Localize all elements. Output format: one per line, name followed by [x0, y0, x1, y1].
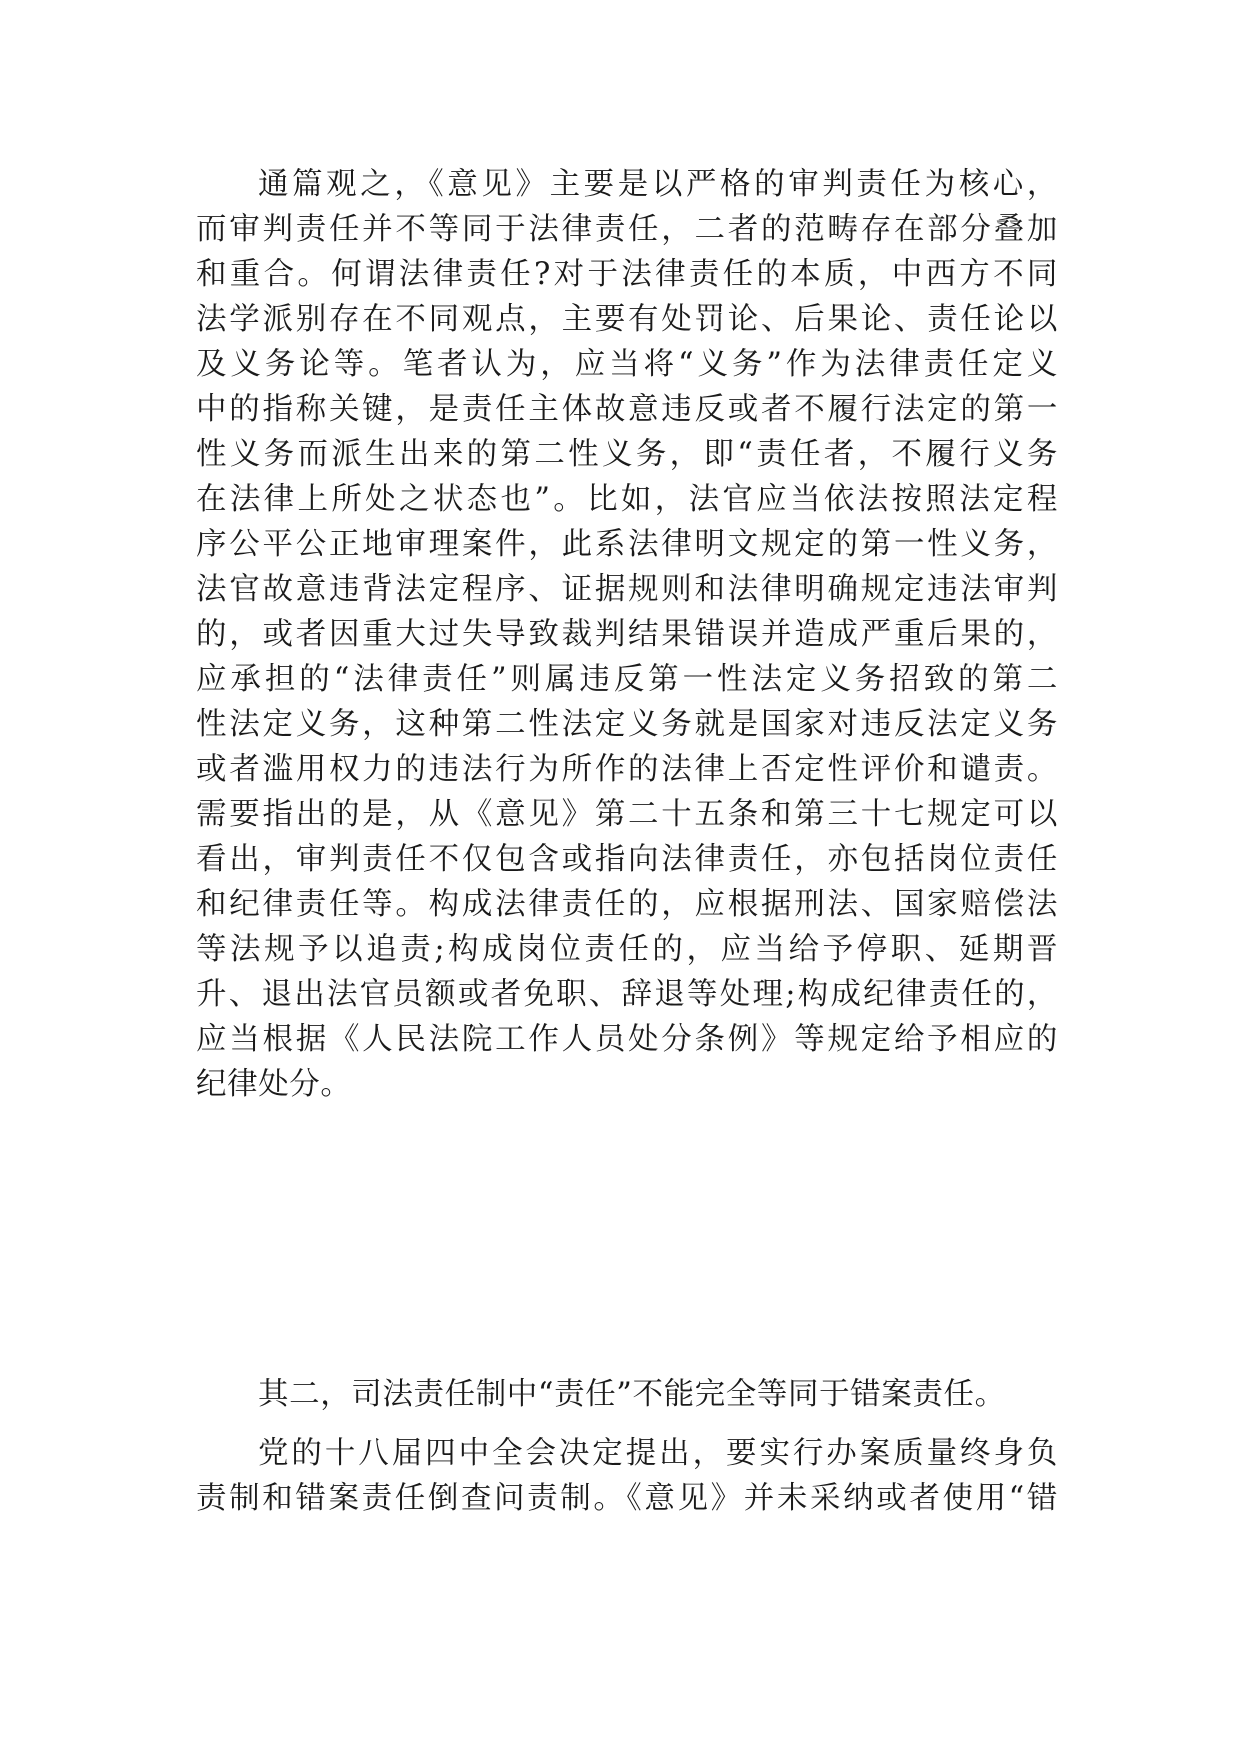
text-line: 等法规予以追责;构成岗位责任的，应当给予停职、延期晋: [196, 932, 1058, 967]
text-line: 性法定义务，这种第二性法定义务就是国家对违反法定义务: [196, 707, 1058, 742]
text-line: 中的指称关键，是责任主体故意违反或者不履行法定的第一: [196, 392, 1058, 427]
text-line: 通篇观之，《意见》主要是以严格的审判责任为核心，: [258, 167, 1058, 202]
text-line: 及义务论等。笔者认为，应当将“义务”作为法律责任定义: [196, 347, 1058, 382]
text-line: 责制和错案责任倒查问责制。《意见》并未采纳或者使用“错: [196, 1481, 1058, 1516]
text-line: 应当根据《人民法院工作人员处分条例》等规定给予相应的: [196, 1022, 1058, 1057]
text-line: 法官故意违背法定程序、证据规则和法律明确规定违法审判: [196, 572, 1058, 607]
text-line: 或者滥用权力的违法行为所作的法律上否定性评价和谴责。: [196, 752, 1058, 787]
text-line: 和纪律责任等。构成法律责任的，应根据刑法、国家赔偿法: [196, 887, 1058, 922]
text-line: 纪律处分。: [196, 1067, 352, 1102]
text-line: 法学派别存在不同观点，主要有处罚论、后果论、责任论以: [196, 302, 1058, 337]
section-heading: [196, 1372, 1058, 1417]
text-line: 的，或者因重大过失导致裁判结果错误并造成严重后果的，: [196, 617, 1058, 652]
text-line: 需要指出的是，从《意见》第二十五条和第三十七规定可以: [196, 797, 1058, 832]
paragraph-error-case-responsibility: [196, 1431, 1058, 1521]
text-line: 和重合。何谓法律责任?对于法律责任的本质，中西方不同: [196, 257, 1058, 292]
text-line: 应承担的“法律责任”则属违反第一性法定义务招致的第二: [196, 662, 1058, 697]
text-line: 性义务而派生出来的第二性义务，即“责任者，不履行义务: [196, 437, 1058, 472]
text-line: 看出，审判责任不仅包含或指向法律责任，亦包括岗位责任: [196, 842, 1058, 877]
text-line: 而审判责任并不等同于法律责任，二者的范畴存在部分叠加: [196, 212, 1058, 247]
text-line: 在法律上所处之状态也”。比如，法官应当依法按照法定程: [196, 482, 1058, 517]
text-line: 序公平公正地审理案件，此系法律明文规定的第一性义务，: [196, 527, 1058, 562]
heading-text: 其二，司法责任制中“责任”不能完全等同于错案责任。: [258, 1377, 1006, 1412]
text-line: 升、退出法官员额或者免职、辞退等处理;构成纪律责任的，: [196, 977, 1058, 1012]
text-line: 党的十八届四中全会决定提出，要实行办案质量终身负: [258, 1436, 1058, 1471]
paragraph-legal-responsibility: [196, 162, 1058, 1107]
